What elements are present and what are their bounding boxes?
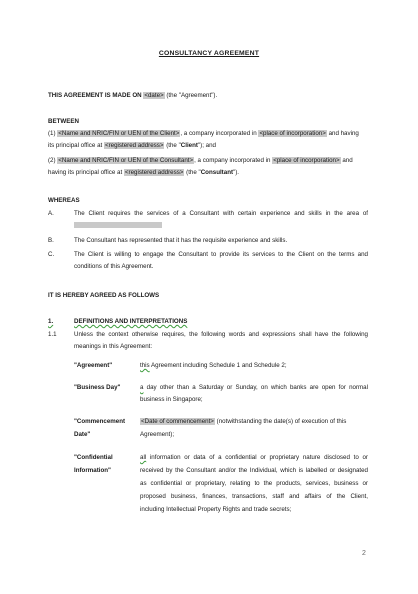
def-text-business-day-2: business in Singapore;: [140, 396, 203, 403]
whereas-heading: WHEREAS: [48, 197, 80, 204]
party1-line2: [48, 142, 216, 150]
party2-name-field[interactable]: <Name and NRIC/FIN or UEN of the Consultant>: [58, 157, 194, 164]
def-term-agreement: "Agreement": [74, 362, 113, 369]
document-title: CONSULTANCY AGREEMENT: [158, 50, 260, 57]
date-field[interactable]: <date>: [144, 92, 164, 99]
def-text-commencement-1: [140, 418, 346, 426]
clause-1-1-line1: Unless the context otherwise requires, the following words and expressions shall have the following: [74, 331, 368, 338]
recital-c-label: C.: [48, 251, 55, 258]
clause-1-1-line2: meanings in this Agreement:: [74, 343, 153, 350]
recital-a-label: A.: [48, 210, 54, 217]
party1-mid: , a company incorporated in: [180, 130, 257, 137]
party2-mid: , a company incorporated in: [194, 157, 271, 164]
def-line: Agreement including Schedule 1 and Schedule 2;: [151, 362, 287, 369]
def-text-business-day-1: [140, 384, 368, 392]
section1-heading: [74, 318, 187, 326]
party2-line1: [48, 157, 353, 165]
def-line: (notwithstanding the date(s) of execution of this: [216, 418, 347, 425]
between-heading: BETWEEN: [48, 118, 79, 125]
recital-c-text-line2: conditions of this Agreement.: [74, 263, 154, 270]
def-line: day other than a Saturday or Sunday, on which banks are open for normal: [146, 384, 368, 391]
party2-address-field[interactable]: <registered address>: [124, 169, 184, 176]
party1-line1: [48, 130, 359, 138]
def-text-agreement: [140, 362, 287, 370]
party1-line2-prefix: its principal office at: [48, 142, 103, 149]
made-on-line: [48, 92, 217, 100]
made-on-prefix: THIS AGREEMENT IS MADE ON: [48, 92, 142, 99]
party1-address-field[interactable]: <registered address>: [104, 142, 164, 149]
def-term-commencement-2: Date": [74, 431, 91, 438]
recital-a-text: The Client requires the services of a Consultant with certain experience and skills in the area of: [74, 210, 368, 217]
party2-place-field[interactable]: <place of incorporation>: [273, 157, 340, 164]
recital-a-blank[interactable]: [74, 222, 162, 230]
party2-role: Consultant: [200, 169, 234, 176]
def-text-confidential-3: as confidential or proprietary, relating to the products, services, business or: [140, 480, 368, 487]
party1-suffix-pre: (the ": [166, 142, 181, 149]
party1-name-field[interactable]: <Name and NRIC/FIN or UEN of the Client>: [58, 130, 180, 137]
party1-tail: and having: [328, 130, 359, 137]
def-text-confidential-1: [140, 454, 368, 462]
commencement-date-field[interactable]: <Date of commencement>: [141, 418, 214, 425]
def-lead-agreement: this: [140, 362, 150, 369]
def-lead-confidential: all: [140, 454, 147, 461]
def-lead-business-day: a: [140, 384, 144, 391]
def-text-confidential-2: received by the Consultant and/or the Individual, which is labelled or designated: [140, 467, 368, 474]
recital-b-text: The Consultant has represented that it has the requisite experience and skills.: [74, 237, 288, 244]
party2-suffix-pre: (the ": [186, 169, 201, 176]
party2-tail: and: [342, 157, 353, 164]
made-on-suffix: (the "Agreement").: [166, 92, 218, 99]
recital-b-label: B.: [48, 237, 54, 244]
def-text-confidential-5: including Intellectual Property Rights and trade secrets;: [140, 506, 292, 513]
section1-num-text: 1.: [48, 318, 54, 325]
def-term-confidential-2: Information": [74, 467, 111, 474]
def-term-commencement-1: "Commencement: [74, 418, 126, 425]
def-text-commencement-2: Agreement);: [140, 431, 175, 438]
page-number: 2: [362, 550, 366, 557]
party1-num: (1): [48, 130, 56, 137]
section1-num: [48, 318, 53, 326]
party1-place-field[interactable]: <place of incorporation>: [259, 130, 326, 137]
party2-suffix-post: ").: [233, 169, 240, 176]
def-line: information or data of a confidential or proprietary nature disclosed to or: [149, 454, 368, 461]
agreed-heading: IT IS HEREBY AGREED AS FOLLOWS: [48, 292, 160, 299]
section1-heading-text: DEFINITIONS AND INTERPRETATIONS: [74, 318, 188, 325]
clause-1-1-num: 1.1: [48, 331, 57, 338]
def-term-business-day: "Business Day": [74, 384, 121, 391]
party1-role: Client: [180, 142, 198, 149]
party2-num: (2): [48, 157, 56, 164]
party2-line2: [48, 169, 239, 177]
recital-c-text-line1: The Client is willing to engage the Consultant to provide its services to the Client on the terms and: [74, 251, 368, 258]
party1-suffix-post: "); and: [197, 142, 216, 149]
party2-line2-prefix: having its principal office at: [48, 169, 123, 176]
area-blank-field[interactable]: [74, 222, 162, 228]
def-text-confidential-4: proposed business, finances, transactions, staff and affairs of the Client,: [140, 493, 368, 500]
def-term-confidential-1: "Confidential: [74, 454, 113, 461]
